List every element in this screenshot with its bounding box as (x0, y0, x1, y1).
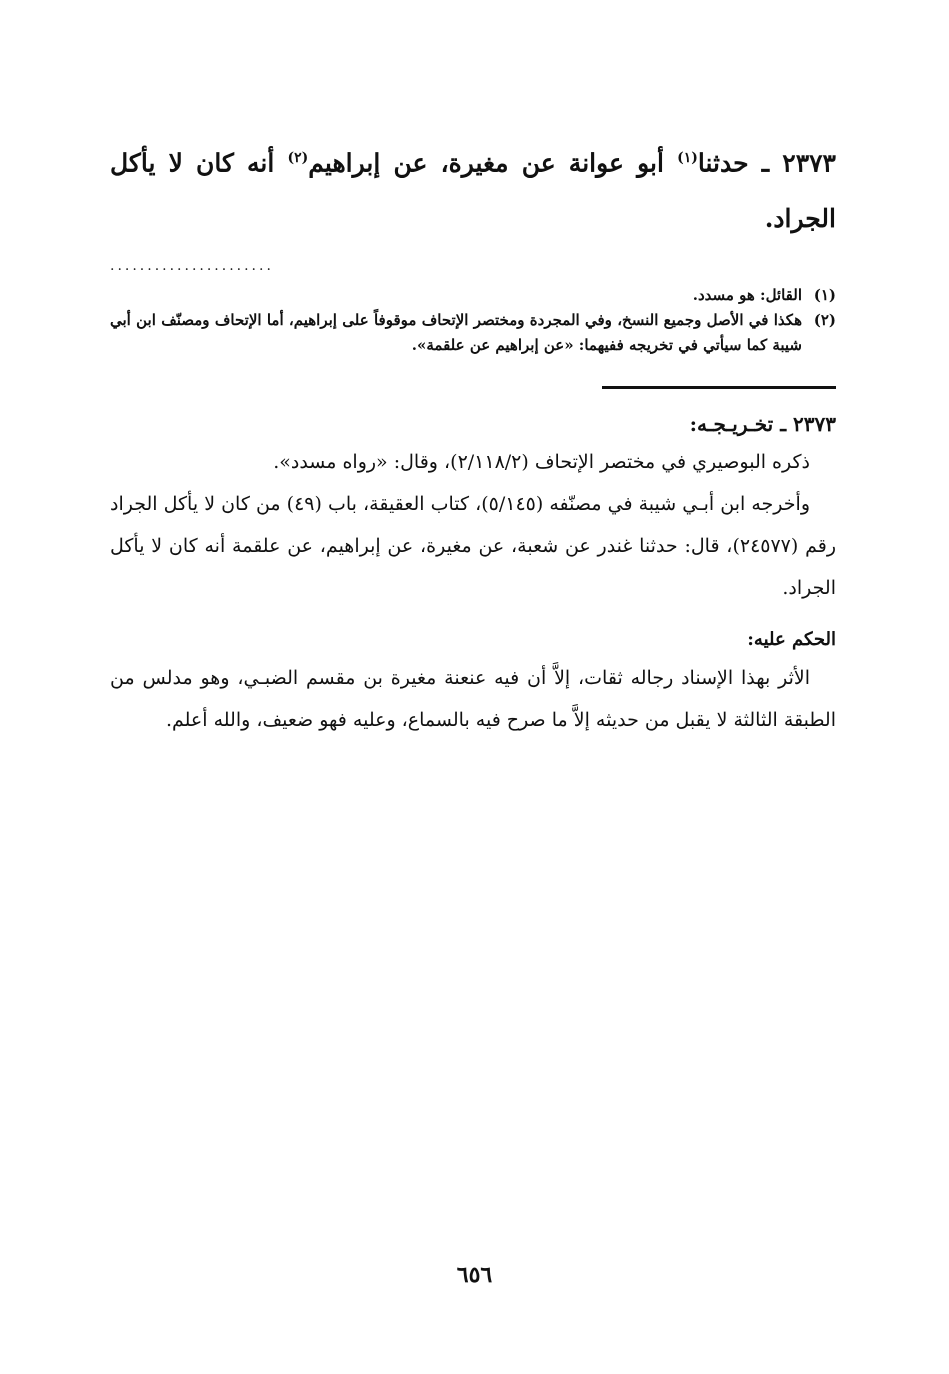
page-content (110, 130, 836, 741)
hadith-part-1: حدثنا (697, 148, 749, 178)
footnote-divider: ...................... (110, 258, 274, 275)
hadith-text (110, 130, 836, 247)
footnote-item (110, 283, 836, 308)
footnote-number: (١) (813, 286, 836, 305)
hadith-number: ٢٣٧٣ (782, 148, 836, 178)
footnote-item (110, 308, 836, 358)
hadith-part-3: أنه كان لا يأكل الجراد. (110, 148, 836, 234)
footnote-ref-1: (١) (677, 150, 698, 166)
hukm-paragraph: الأثر بهذا الإسناد رجاله ثقات، إلاَّ أن فيه عنعنة مغيرة بن مقسم الضبـي، وهو مدلس من الطبقة الثالثة لا يقبل من حديثه إلاَّ ما صرح فيه بالسماع، وعليه فهو ضعيف، والله أعلم. (110, 667, 836, 732)
takhrij-paragraph-1: ذكره البوصيري في مختصر الإتحاف (٢/١١٨/٢)، وقال: «رواه مسدد». (273, 451, 810, 474)
takhrij-title: ٢٣٧٣ ـ تخـريـجـه: (689, 412, 836, 437)
hukm-title: الحكم عليه: (747, 629, 836, 651)
footnote-text: هكذا في الأصل وجميع النسخ، وفي المجردة ومختصر الإتحاف موقوفاً على إبراهيم، أما الإتحاف ومصنّف ابن أبي شيبة كما سيأتي في تخريجه ففيهما: «عن إبراهيم عن علقمة». (110, 311, 802, 355)
footnote-ref-2: (٢) (287, 150, 309, 166)
footnote-number: (٢) (813, 311, 836, 330)
takhrij-paragraph-2: وأخرجه ابن أبـي شيبة في مصنّفه (٥/١٤٥)، كتاب العقيقة، باب (٤٩) من كان لا يأكل الجراد رقم (٢٤٥٧٧)، قال: حدثنا غندر عن شعبة، عن مغيرة، عن إبراهيم، عن علقمة أنه كان لا يأكل الجراد. (110, 493, 836, 600)
section-separator (602, 386, 836, 389)
page-number: ٦٥٦ (456, 1262, 493, 1288)
hadith-part-2: أبو عوانة عن مغيرة، عن إبراهيم (308, 148, 664, 178)
footnote-text: القائل: هو مسدد. (692, 286, 802, 305)
hadith-dash: ـ (761, 148, 770, 178)
footnotes (110, 283, 836, 358)
